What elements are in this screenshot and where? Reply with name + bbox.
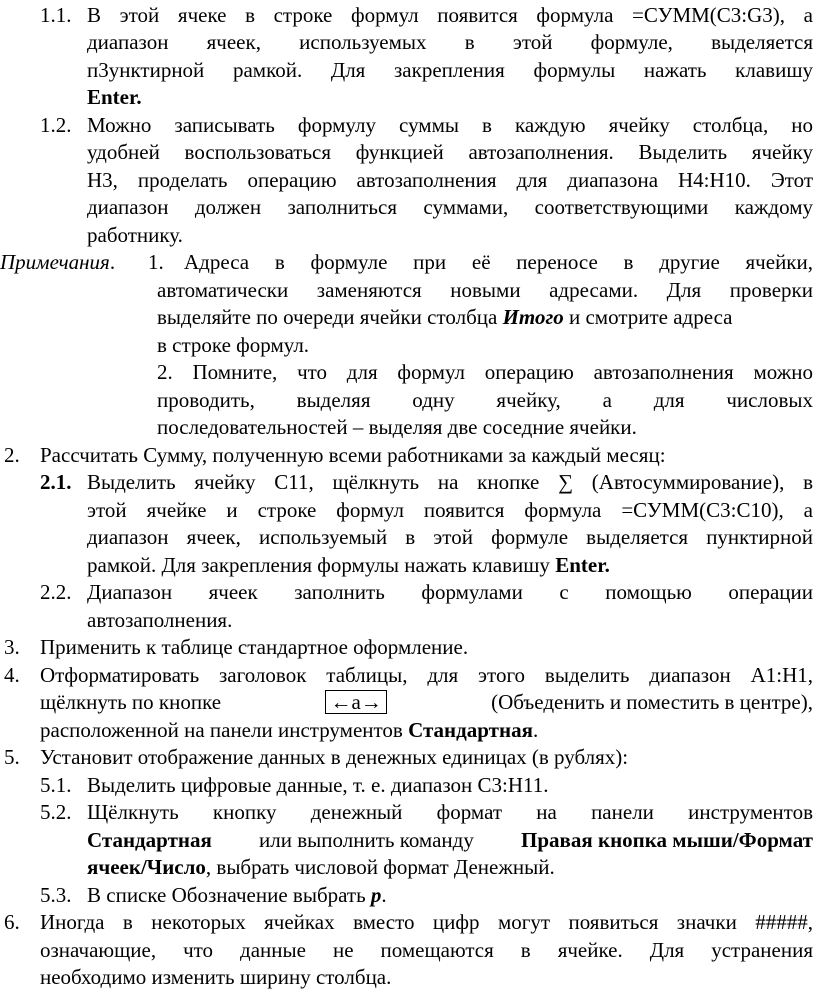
item-number: 2.1. xyxy=(40,470,72,494)
paragraph-line xyxy=(87,827,813,853)
menu-command: ячеек/Число xyxy=(87,855,206,879)
column-name-itogo: Итого xyxy=(502,305,564,329)
paragraph-line: Можно записывать формулу суммы в каждую ячейку столбца, но xyxy=(87,113,813,137)
paragraph-line: Применить к таблице стандартное оформление. xyxy=(40,635,469,659)
paragraph-line xyxy=(87,552,610,578)
paragraph-line: Рассчитать Сумму, полученную всеми работниками за каждый месяц: xyxy=(40,443,666,467)
item-number: 2. xyxy=(4,443,20,467)
paragraph-line xyxy=(87,882,387,908)
paragraph-line xyxy=(40,717,538,743)
paragraph-line: диапазон ячеек, используемый в этой формуле выделяется пунктирной xyxy=(87,525,813,549)
text-run: , выбрать числовой формат Денежный. xyxy=(205,855,555,879)
paragraph-line: работнику. xyxy=(87,223,183,247)
item-number: 4. xyxy=(4,663,20,687)
paragraph-line: удобней воспользоваться функцией автозаполнения. Выделить ячейку xyxy=(87,140,813,164)
paragraph-line: Выделить ячейку С11, щёлкнуть на кнопке ∑ (Автосуммирование), в xyxy=(87,470,813,494)
item-number: 5.2. xyxy=(40,800,72,824)
paragraph-line xyxy=(157,304,733,330)
paragraph-line xyxy=(87,854,555,880)
notes-label-dot: . xyxy=(109,250,116,274)
text-run: (Объеденить и поместить в центре), xyxy=(491,690,813,714)
paragraph-line: этой ячейке и строке формул появится формула =СУММ(С3:С10), а xyxy=(87,498,813,522)
paragraph-line: автоматически заменяются новыми адресами. Для проверки xyxy=(157,278,813,302)
paragraph-line: Отформатировать заголовок таблицы, для этого выделить диапазон А1:Н1, xyxy=(40,663,813,687)
text-run: . xyxy=(532,718,539,742)
paragraph-line: проводить, выделяя одну ячейку, а для числовых xyxy=(157,388,813,412)
text-run: рамкой. Для закрепления формулы нажать клавишу xyxy=(87,553,556,577)
paragraph-line: последовательностей – выделяя две соседние ячейки. xyxy=(157,415,637,439)
item-number: 2.2. xyxy=(40,580,72,604)
item-number: 3. xyxy=(4,635,20,659)
paragraph-line: Выделить цифровые данные, т. е. диапазон С3:Н11. xyxy=(87,773,549,797)
paragraph-line xyxy=(40,689,813,715)
paragraph-line: диапазон должен заполниться суммами, соответствующими каждому xyxy=(87,195,813,219)
item-number: 5.1. xyxy=(40,773,72,797)
item-number: 6. xyxy=(4,910,20,934)
note-number: 1. xyxy=(148,250,164,274)
currency-symbol: р xyxy=(370,883,382,907)
key-name: Enter. xyxy=(555,553,610,577)
text-run: расположенной на панели инструментов xyxy=(40,718,409,742)
paragraph-line: в строке формул. xyxy=(157,333,310,357)
paragraph-line: автозаполнения. xyxy=(87,608,233,632)
paragraph-line: п3унктирной рамкой. Для закрепления формулы нажать клавишу xyxy=(87,58,813,82)
toolbar-name: Стандартная xyxy=(408,718,533,742)
paragraph-line: Щёлкнуть кнопку денежный формат на панели инструментов xyxy=(87,800,813,824)
paragraph-line: Установит отображение данных в денежных единицах (в рублях): xyxy=(40,745,629,769)
text-run: выделяйте по очереди ячейки столбца xyxy=(157,305,503,329)
text-run: В списке Обозначение выбрать xyxy=(87,883,371,907)
item-number: 1.2. xyxy=(40,113,72,137)
paragraph-line: означающие, что данные не помещаются в ячейке. Для устранения xyxy=(40,938,813,962)
merge-center-button: ←a→ xyxy=(325,690,386,714)
item-number: 1.1. xyxy=(40,3,72,27)
paragraph-line: Диапазон ячеек заполнить формулами с помощью операции xyxy=(87,580,813,604)
menu-command: Правая кнопка мыши/Формат xyxy=(521,828,813,852)
text-run: и смотрите адреса xyxy=(563,305,733,329)
text-run: щёлкнуть по кнопке xyxy=(40,690,222,714)
paragraph-line: необходимо изменить ширину столбца. xyxy=(40,965,392,989)
item-number: 5.3. xyxy=(40,883,72,907)
item-number: 5. xyxy=(4,745,20,769)
text-run: . xyxy=(381,883,387,907)
paragraph-line: В этой ячеке в строке формул появится формула =СУММ(С3:G3), а xyxy=(87,3,813,27)
toolbar-name: Стандартная xyxy=(87,828,212,852)
key-name: Enter. xyxy=(87,85,142,109)
text-run: или выполнить команду xyxy=(259,828,474,852)
notes-label: Примечания xyxy=(0,250,110,274)
paragraph-line: Адреса в формуле при её переносе в другие ячейки, xyxy=(184,250,813,274)
notes-heading xyxy=(0,249,115,275)
paragraph-line: 2. Помните, что для формул операцию автозаполнения можно xyxy=(157,360,813,384)
paragraph-line: Н3, проделать операцию автозаполнения для диапазона Н4:Н10. Этот xyxy=(87,168,813,192)
paragraph-line: диапазон ячеек, используемых в этой формуле, выделяется xyxy=(87,30,813,54)
paragraph-line: Иногда в некоторых ячейках вместо цифр могут появиться значки #####, xyxy=(40,910,813,934)
